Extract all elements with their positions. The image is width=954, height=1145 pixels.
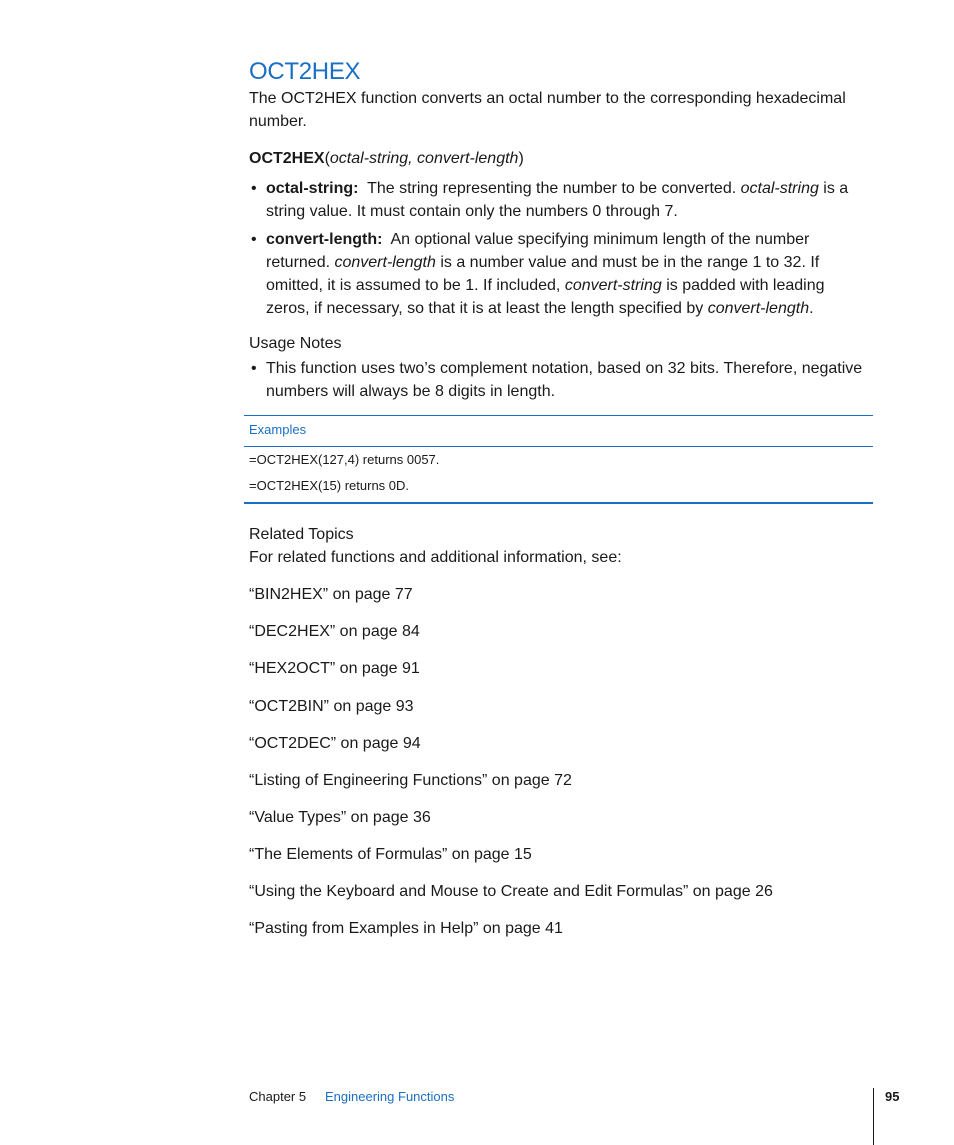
syntax-line [249,147,869,170]
related-link[interactable]: “Value Types” on page 36 [249,809,431,826]
usage-notes-heading: Usage Notes [249,335,342,352]
syntax-open-paren: ( [324,150,330,167]
syntax-close-paren: ) [518,150,524,167]
related-link[interactable]: “Pasting from Examples in Help” on page 41 [249,920,563,937]
related-link[interactable]: “The Elements of Formulas” on page 15 [249,846,532,863]
argument-description: An optional value specifying minimum length of the number returned. [266,231,810,271]
syntax-function-name: OCT2HEX [249,150,325,167]
usage-note-text: This function uses two’s complement notation, based on 32 bits. Therefore, negative numbers will always be 8 digits in length. [266,360,863,400]
examples-divider [244,446,873,447]
examples-box [244,415,873,504]
footer-chapter: Chapter 5 [249,1089,307,1104]
argument-description: . [809,300,814,317]
argument-ref: convert-length [707,300,810,317]
argument-description: is padded with leading zeros, if necessary, so that it is at least the length specified by [266,277,825,317]
related-link[interactable]: “Using the Keyboard and Mouse to Create and Edit Formulas” on page 26 [249,883,773,900]
related-link[interactable]: “BIN2HEX” on page 77 [249,586,413,603]
syntax-arguments: octal-string, convert-length [329,150,519,167]
argument-description: is a number value and must be in the range 1 to 32. If omitted, it is assumed to be 1. If included, [266,254,820,294]
argument-term: octal-string: [266,180,359,197]
argument-description: is a string value. It must contain only the numbers 0 through 7. [266,180,849,220]
page-title: OCT2HEX [249,58,361,85]
argument-ref: convert-string [564,277,662,294]
related-topics-heading: Related Topics [249,526,354,543]
argument-item [249,177,871,223]
related-link[interactable]: “OCT2BIN” on page 93 [249,698,414,715]
footer-section-link[interactable]: Engineering Functions [325,1089,455,1104]
intro-paragraph: The OCT2HEX function converts an octal number to the corresponding hexadecimal number. [249,90,846,130]
example-line: =OCT2HEX(127,4) returns 0057. [249,452,440,467]
related-link[interactable]: “DEC2HEX” on page 84 [249,623,420,640]
related-link[interactable]: “HEX2OCT” on page 91 [249,660,420,677]
page-number: 95 [885,1089,900,1104]
argument-description: The string representing the number to be converted. [367,180,741,197]
bullet-icon: • [251,231,257,248]
bullet-icon: • [251,360,257,377]
usage-note-item [249,357,871,403]
related-link[interactable]: “OCT2DEC” on page 94 [249,735,421,752]
related-topics-intro: For related functions and additional information, see: [249,549,622,566]
footer-divider [873,1088,874,1145]
bullet-icon: • [251,180,257,197]
argument-item [249,228,871,320]
example-line: =OCT2HEX(15) returns 0D. [249,478,410,493]
argument-term: convert-length: [266,231,383,248]
related-link[interactable]: “Listing of Engineering Functions” on page 72 [249,772,572,789]
argument-ref: convert-length [334,254,436,271]
examples-heading: Examples [249,422,307,437]
argument-ref: octal-string [740,180,819,197]
